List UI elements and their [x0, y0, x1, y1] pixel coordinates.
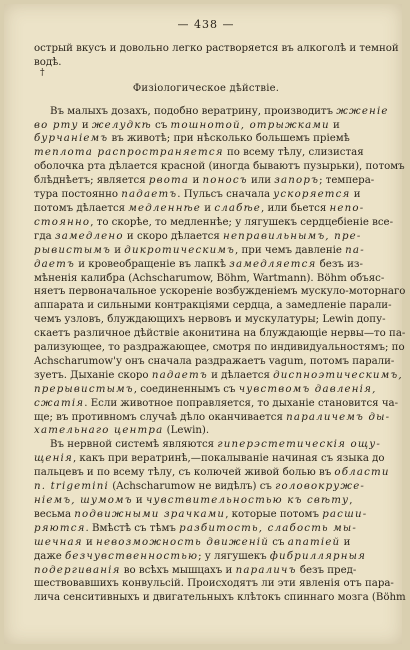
page-number: — 438 —	[177, 18, 235, 31]
text-line	[34, 174, 378, 188]
text-run: . Вмѣстѣ съ тѣмъ	[85, 522, 180, 534]
text-run: Въ малыхъ дозахъ, подобно вератрину, производитъ	[50, 105, 337, 117]
emphasized-text: желудкѣ	[91, 119, 152, 131]
text-line	[34, 216, 394, 230]
text-line	[34, 132, 378, 146]
emphasized-text: параличемъ ды-	[286, 411, 391, 423]
text-run: по всему тѣлу, слизистая	[223, 147, 364, 159]
text-run: мѣненія калибра (Achscharumow, Böhm, Wartmann). Böhm объяс-	[34, 272, 385, 284]
text-run: и дѣлается	[207, 369, 274, 381]
text-run: (Achscharumow не видѣлъ) съ	[108, 481, 276, 493]
text-line	[34, 258, 378, 272]
emphasized-text: расши-	[322, 508, 368, 520]
emphasized-text: во рту	[34, 119, 79, 131]
text-run: и	[111, 244, 125, 256]
text-run: . Если животное поправляется, то дыханіе становится ча-	[84, 397, 399, 409]
text-run: даже	[34, 550, 65, 562]
emphasized-text: падаетъ	[151, 369, 208, 381]
emphasized-text: разбитость, слабость мы-	[179, 522, 358, 534]
text-line	[34, 327, 406, 341]
text-line	[34, 355, 395, 369]
emphasized-text: непо-	[329, 202, 365, 214]
text-line	[34, 397, 399, 411]
emphasized-text: сжатія	[34, 397, 85, 409]
text-run: , или бьется	[261, 202, 330, 214]
text-run: пальцевъ и по всему тѣлу, съ колючей живой болью въ	[34, 467, 335, 479]
emphasized-text: ускоряется	[273, 189, 351, 201]
text-line	[34, 272, 385, 286]
text-line	[34, 202, 378, 216]
text-run: и	[350, 189, 361, 201]
text-line: водѣ.	[34, 56, 62, 68]
page	[4, 4, 406, 644]
text-run: безъ пред-	[296, 564, 357, 576]
text-run: и кровеобращеніе въ лапкѣ	[75, 258, 230, 270]
text-line	[34, 411, 391, 425]
text-line	[34, 480, 378, 494]
text-line	[34, 188, 378, 202]
text-run: безъ из-	[316, 258, 363, 270]
text-line	[34, 550, 378, 564]
emphasized-text: замедлено	[54, 230, 124, 242]
emphasized-text: запоръ	[274, 175, 320, 187]
emphasized-text: теплота распространяется	[34, 147, 224, 159]
emphasized-text: безчувственностью	[65, 550, 199, 562]
text-run: , какъ при вератринѣ,—покалываніе начиная съ языка до	[72, 453, 385, 465]
text-run: и	[329, 119, 340, 131]
emphasized-text: ряются	[34, 522, 86, 534]
emphasized-text: n. trigemini	[34, 481, 109, 493]
text-run: ще; въ противномъ случаѣ дѣло оканчивается	[34, 411, 287, 423]
emphasized-text: головокруже-	[275, 481, 366, 493]
text-run: гда	[34, 230, 55, 242]
emphasized-text: гиперэстетическія ощу-	[217, 439, 381, 451]
emphasized-text: поносъ	[202, 175, 248, 187]
text-line	[34, 438, 381, 452]
emphasized-text: неправильнымъ, пре-	[223, 230, 362, 242]
emphasized-text: области	[334, 467, 390, 479]
text-run: скаетъ различное дѣйствіе аконитина на блуждающіе нервы—то па-	[34, 328, 406, 340]
emphasized-text: щенія	[34, 453, 73, 465]
emphasized-text: бурчаніемъ	[34, 133, 109, 145]
page-content	[34, 18, 406, 605]
text-run: , соединеннымъ съ	[133, 383, 239, 395]
text-line	[34, 536, 378, 550]
text-line	[34, 383, 378, 397]
text-line	[34, 299, 392, 313]
text-run: , при чемъ давленіе	[235, 244, 346, 256]
text-run: Въ нервной системѣ являются	[50, 439, 218, 451]
emphasized-text: чувствомъ давленія,	[238, 383, 377, 395]
text-run: и	[132, 495, 146, 506]
text-line	[34, 119, 378, 133]
text-line	[34, 564, 378, 578]
emphasized-text: замедляется	[229, 258, 317, 270]
emphasized-text: медленнѣе	[128, 202, 202, 214]
text-run: и	[201, 202, 215, 214]
text-run: шествовавшихъ конвульсій. Происходятъ ли эти явленія отъ пара-	[34, 578, 394, 590]
emphasized-text: подергиванія	[34, 564, 121, 576]
emphasized-text: даетъ	[34, 258, 76, 270]
text-line	[34, 146, 378, 160]
text-run: и	[82, 536, 97, 548]
emphasized-text: жженіе	[336, 105, 389, 117]
text-run: и	[78, 119, 92, 131]
emphasized-text: слабѣе	[214, 202, 262, 214]
text-run: потомъ дѣлается	[34, 202, 129, 214]
text-run: , то скорѣе, то медленнѣе; у лягушекъ сердцебіеніе все-	[90, 216, 394, 228]
text-run: оболочка рта дѣлается красной (иногда бываютъ пузырьки), потомъ	[34, 161, 405, 173]
section-title: Физіологическое дѣйствіе.	[132, 82, 280, 94]
text-run: блѣднѣетъ; является	[34, 175, 149, 187]
text-run: и скоро дѣлается	[123, 230, 224, 242]
text-line	[34, 494, 378, 508]
emphasized-text: ніемъ, шумомъ	[34, 495, 133, 506]
emphasized-text: невозможность движеній	[96, 536, 270, 548]
text-line	[34, 452, 385, 466]
body-text	[34, 105, 406, 606]
text-run: (Lewin).	[163, 425, 210, 437]
emphasized-text: диспноэтическимъ,	[273, 369, 403, 381]
text-line	[34, 244, 378, 258]
text-line	[34, 160, 405, 174]
emphasized-text: падаетъ	[121, 189, 178, 201]
text-run: чемъ узловъ, блуждающихъ нервовъ и мускулатуры; Lewin допу-	[34, 314, 386, 326]
text-line	[34, 508, 378, 522]
text-run: ; у лягушекъ	[198, 550, 270, 562]
text-run: рализующее, то раздражающее, смотря по индивидуальностямъ; по	[34, 342, 405, 354]
text-run: няетъ первоначальное ускореніе возбужденіемъ мускуло-моторнаго	[34, 286, 406, 298]
text-run: съ	[269, 536, 288, 548]
emphasized-text: фибриллярныя	[269, 550, 367, 562]
emphasized-text: па-	[345, 244, 365, 256]
text-line	[34, 230, 378, 244]
text-run: или	[247, 175, 275, 187]
text-line	[34, 105, 389, 119]
emphasized-text: тошнотой, отрыжками	[170, 119, 330, 131]
text-line	[34, 577, 394, 591]
text-run: Achscharumow'у онъ сначала раздражаетъ vagum, потомъ парали-	[34, 355, 395, 367]
text-run: зуетъ. Дыханіе скоро	[34, 369, 152, 381]
text-run: и	[340, 536, 351, 548]
emphasized-text: рывистымъ	[34, 244, 112, 256]
text-run: тура постоянно	[34, 189, 122, 201]
text-run: съ	[151, 119, 171, 131]
emphasized-text: чувствительностью къ свѣту	[145, 495, 350, 506]
text-run: во всѣхъ мышцахъ и	[120, 564, 236, 576]
text-line	[34, 466, 390, 480]
text-run: весьма	[34, 508, 75, 520]
text-line	[34, 341, 405, 355]
text-line	[34, 424, 378, 438]
emphasized-text: рвота	[148, 175, 190, 187]
text-run: въ животѣ; при нѣсколько большемъ пріемѣ	[108, 133, 350, 145]
emphasized-text: параличъ	[235, 564, 297, 576]
text-line: острый вкусъ и довольно легко растворяется въ алкоголѣ и темной	[34, 42, 399, 54]
text-line	[34, 522, 378, 536]
text-line	[34, 285, 406, 299]
emphasized-text: стоянно	[34, 216, 91, 228]
emphasized-text: дикротическимъ	[124, 244, 236, 256]
text-line	[34, 369, 403, 383]
emphasized-text: апатіей	[287, 536, 341, 548]
emphasized-text: прерывистымъ	[34, 383, 134, 395]
text-line	[34, 313, 386, 327]
text-run: лича сенситивныхъ и двигательныхъ клѣтокъ спиннаго мозга (Böhm	[34, 592, 406, 604]
intro-paragraph	[34, 42, 399, 70]
text-line	[34, 591, 406, 605]
text-run: ,	[349, 495, 353, 506]
emphasized-text: шечная	[34, 536, 83, 548]
text-run: ; темпера-	[319, 175, 375, 187]
emphasized-text: подвижными зрачками	[74, 508, 226, 520]
text-run: и	[189, 175, 203, 187]
text-run: аппарата и сильными контракціями сердца, а замедленіе парали-	[34, 300, 392, 312]
margin-mark: †	[40, 68, 45, 78]
text-run: , которые потомъ	[225, 508, 323, 520]
text-run: . Пульсъ сначала	[177, 189, 274, 201]
emphasized-text: хательнаго центра	[34, 425, 164, 437]
